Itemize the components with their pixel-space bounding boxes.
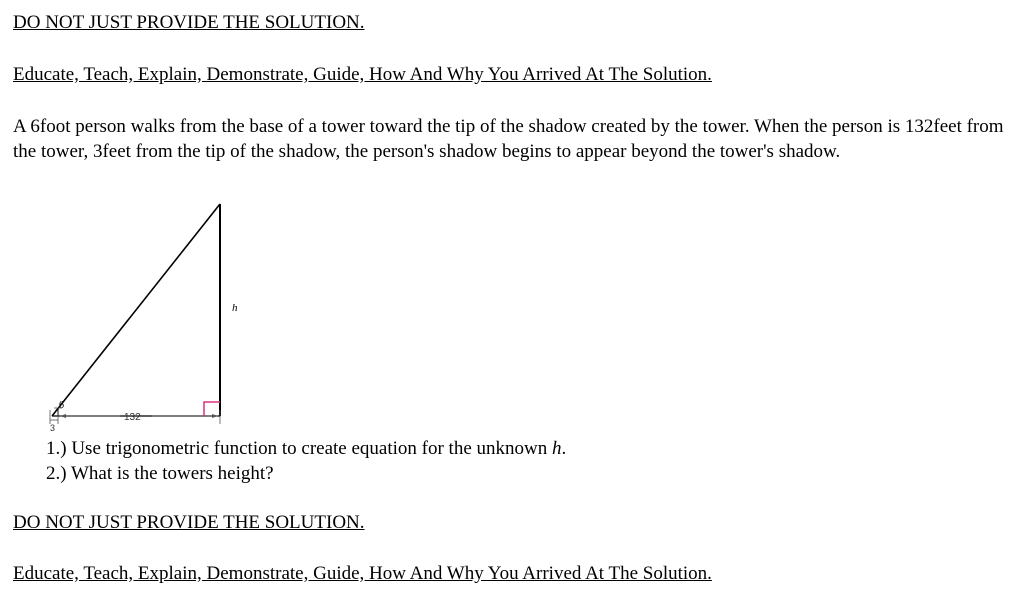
question-1-var: h xyxy=(552,438,562,459)
label-h: h xyxy=(232,302,238,314)
question-1-prefix: 1.) Use trigonometric function to create equation for the unknown xyxy=(46,438,552,459)
question-1-suffix: . xyxy=(561,438,567,459)
problem-statement: A 6foot person walks from the base of a tower toward the tip of the shadow created by the tower. When the person is 132feet from the tower, 3feet from the tip of the shadow, the person's shadow begins to appear beyond the tower's shadow. xyxy=(13,116,1004,162)
instruction-heading-top: Educate, Teach, Explain, Demonstrate, Guide, How And Why You Arrived At The Solution. xyxy=(13,64,712,85)
label-132: 132 xyxy=(124,412,141,423)
right-angle-marker xyxy=(204,402,220,416)
hypotenuse-line xyxy=(52,204,220,416)
instruction-heading-bottom: Educate, Teach, Explain, Demonstrate, Guide, How And Why You Arrived At The Solution. xyxy=(13,563,712,584)
questions-list xyxy=(46,437,566,486)
dim-132-arrow-left xyxy=(60,414,66,418)
label-3: 3 xyxy=(50,423,56,433)
dim-132-arrow-right xyxy=(212,414,218,418)
question-2: 2.) What is the towers height? xyxy=(46,462,274,484)
tower-shadow-diagram xyxy=(40,196,250,440)
warning-heading-bottom: DO NOT JUST PROVIDE THE SOLUTION. xyxy=(13,512,365,533)
question-1 xyxy=(46,437,566,462)
label-6: 6 xyxy=(59,400,64,411)
warning-heading-top: DO NOT JUST PROVIDE THE SOLUTION. xyxy=(13,12,365,33)
